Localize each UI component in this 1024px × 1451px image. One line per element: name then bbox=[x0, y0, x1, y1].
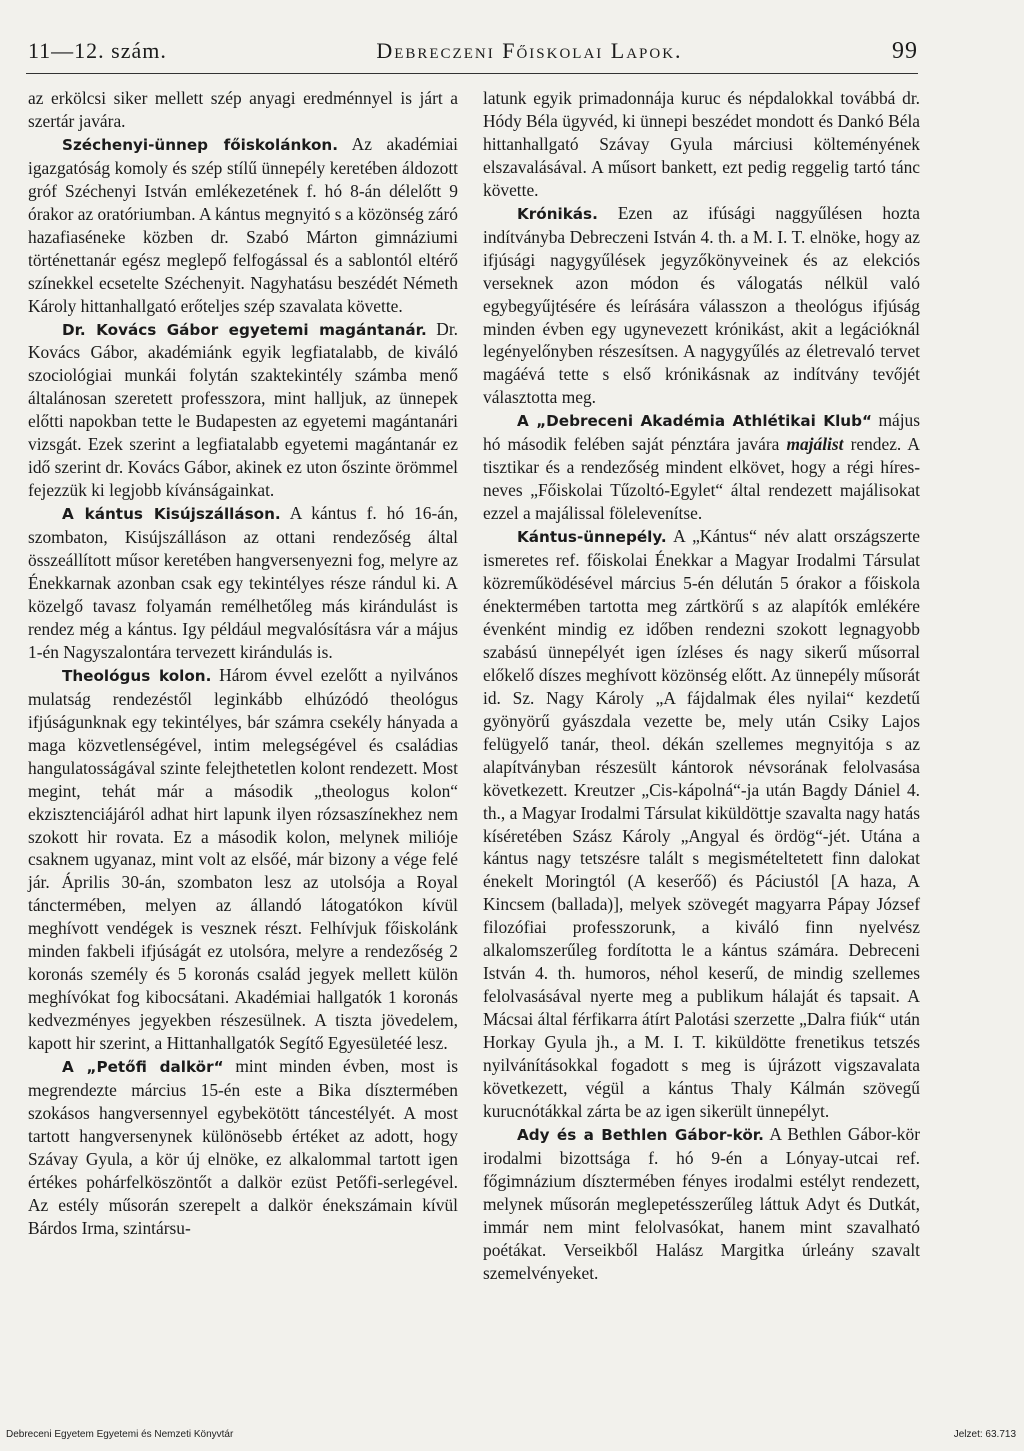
article-szechenyi bbox=[28, 133, 458, 318]
article-continuation bbox=[483, 87, 920, 202]
article-theologus-kolon bbox=[28, 664, 458, 1055]
article-heading: Krónikás. bbox=[517, 204, 598, 223]
article-petofi-dalkor bbox=[28, 1055, 458, 1240]
article-text: mint minden évben, most is megrendezte március 15-én este a Bika dísztermében szokásos hangversennyel egybekötött táncestélyét. A most tartott hangversenynek különösebb értéket az adott, hogy Szávay Gyula, a kör új elnöke, ez alkalommal tartott igen értékes pohárfelköszöntőt a dalkör ezüst Petőfi-serlegével. Az estély műsorán szerepelt a dalkör énekszámain kívül Bárdos Irma, szintársu- bbox=[28, 1056, 458, 1238]
left-column bbox=[28, 87, 458, 1240]
publication-title: Debreczeni Főiskolai Lapok. bbox=[376, 38, 683, 63]
article-text: rendez. A tisztikar és a rendezőség mindent elkövet, hogy a régi híres-neves „Főiskolai Tűzoltó-Egylet“ által rendezett majálisokat ezzel a majálissal fölelevenítse. bbox=[483, 434, 920, 524]
article-text: Az akadémiai igazgatóság komoly és szép stílű ünnepély keretében áldozott gróf Széchenyi István emlékezetének f. hó 8-án délelőtt 9 órakor az oratóriumban. A kántus megnyitó s a közönség záró hazafiaséneke közben dr. Szabó Márton gimnáziumi történettanár egész meglepő felfogással és a sablontól eltérő színekkel ecsetelte Széchenyit. Nagyhatásu beszédét Németh Károly hittanhallgató erőteljes szép szavalata követte. bbox=[28, 133, 458, 316]
page-header bbox=[28, 38, 918, 72]
article-text: Ezen az ifúsági naggyűlésen hozta indítványba Debreczeni István 4. th. a M. I. T. elnöke, hogy az ifjúsági nagygyűlések jegyzőkönyveinek és az elekciós verseknek azon módon és válogatás nélkül való egybegyűjtésére és leírására válasszon a theológus ifjúság minden évben egy ugynevezett krónikást, akit a legációknál legényelőnyben részesítsen. A nagygyűlés az életrevaló tervet magáévá tette s első krónikásnak az indítvány tevőjét választotta meg. bbox=[483, 202, 920, 408]
library-credit: Debreceni Egyetem Egyetemi és Nemzeti Könyvtár bbox=[6, 1429, 234, 1440]
right-column bbox=[483, 87, 920, 1285]
article-text: A Bethlen Gábor-kör irodalmi bizottsága f. hó 9-én a Lónyay-utcai ref. főgimnázium dísztermében fényes irodalmi estélyt rendezett, melynek műsorán meglepetésszerűleg láttuk Adyt és Dutkát, immár nem mint felolvasókat, hanem mint szavalható poétákat. Verseikből Halász Margitka úrleány szavalt szemelvényeket. bbox=[483, 1123, 920, 1283]
article-heading: Ady és a Bethlen Gábor-kör. bbox=[517, 1125, 764, 1144]
shelf-mark: Jelzet: 63.713 bbox=[953, 1429, 1016, 1440]
article-text: Dr. Kovács Gábor, akadémiánk egyik legfiatalabb, de kiváló szociológiai munkái folytán szaktekintély számba menő általánosan szeretett professzora, mint halljuk, az ünnepek előtti napokban tette le Budapesten az egyetemi magántanári vizsgát. Ezek szerint a legfiatalabb egyetemi magántanár ez idő szerint dr. Kovács Gábor, akinek ez uton őszinte örömmel fejezzük ki legjobb kívánságainkat. bbox=[28, 318, 458, 501]
article-kronikas bbox=[483, 202, 920, 410]
article-text: május hó második felében saját pénztára javára bbox=[483, 410, 920, 455]
article-heading: A kántus Kisújszálláson. bbox=[62, 505, 281, 524]
article-text: az erkölcsi siker mellett szép anyagi eredménnyel is járt a szertár javára. bbox=[28, 88, 458, 131]
article-heading: Theológus kolon. bbox=[62, 666, 212, 685]
header-rule bbox=[26, 73, 918, 74]
emphasized-word: majálist bbox=[786, 434, 844, 455]
page-number: 99 bbox=[892, 38, 918, 64]
article-text: A kántus f. hó 16-án, szombaton, Kisújszálláson az ottani rendezőség által összeállított műsor keretében hangversenyezni fog, melyre az Énekkarnak azonban csak egy tekintélyes része rándul ki. A közelgő tavasz folyamán remélhetőleg más kirándulást is rendez még a kántus. Igy például megvalósításra vár a május 1-én Nagyszalontára tervezett kirándulás is. bbox=[28, 503, 458, 662]
article-athletikai-klub bbox=[483, 409, 920, 525]
article-heading: Dr. Kovács Gábor egyetemi magántanár. bbox=[62, 320, 427, 339]
article-continuation bbox=[28, 87, 458, 133]
article-kovacs bbox=[28, 318, 458, 503]
article-heading: Széchenyi-ünnep főiskolánkon. bbox=[62, 135, 338, 154]
article-text: Három évvel ezelőtt a nyilvános mulatság rendezéstől leginkább elhúzódó theológus ifjúságunknak egy tekintélyes, bár számra csekély hányada a maga közvetlenségével, intim melegségével és családias hangulatosságával szinte felejthetetlen kolont rendezett. Most megint, tehát már a második „theologus kolon“ ekzisztenciájáról adhat hirt lapunk ilyen rózsaszínekhez nem szokott hir rovata. Ez a második kolon, melynek milióje csaknem ugyanaz, mint volt az elsőé, már bizony a vége felé jár. Április 30-án, szombaton lesz az utolsója a Royal tánctermében, melyen az állandó látogatókon kívül meghívott vendégek is vesznek részt. Felhívjuk főiskolánk minden fakbeli ifjúságát ez utolsóra, melyre a rendezőség 2 koronás személy és 5 koronás család jegyek mellett külön meghívókat fog kibocsátani. Akadémiai hallgatók 1 koronás kedvezményes jegyekben részesülnek. A tiszta jövedelem, kapott hir szerint, a Hittanhallgatók Segítő Egyesületéé lesz. bbox=[28, 664, 458, 1054]
issue-number: 11—12. szám. bbox=[28, 38, 167, 63]
article-ady-bethlen bbox=[483, 1123, 920, 1285]
article-heading: A „Petőfi dalkör“ bbox=[62, 1058, 224, 1077]
article-kantus-kisujszallas bbox=[28, 502, 458, 664]
article-heading: A „Debreceni Akadémia Athlétikai Klub“ bbox=[517, 412, 872, 431]
article-heading: Kántus-ünnepély. bbox=[517, 528, 667, 547]
article-text: A „Kántus“ név alatt országszerte ismeretes ref. főiskolai Énekkar a Magyar Irodalmi Társulat közreműködésével március 5-én délután 5 órakor a főiskola énektermében tartotta meg zártkörű s az alapítók emlékére évenként mindig ez időben rendezni szokott legnagyobb szabású ünnepélyét igen ízléses és nagy sikerű műsorral előkelő díszes meghívott közönség előtt. Az ünnepély műsorát id. Sz. Nagy Károly „A fájdalmak éles nyilai“ kezdetű gyönyörű gyászdala vezette be, mely után Csiky Lajos felügyelő tanár, theol. dékán szellemes megnyitója s az alapítványban részesült kántorok névsorának felolvasása következett. Kreutzer „Cis-kápolná“-ja után Bagdy Dániel 4. th., a Magyar Irodalmi Társulat kiküldöttje szavalta nagy hatás kíséretében Szász Károly „Angyal és ördög“-jét. Utána a kántus nagy tetszésre talált s megismételtetett finn dalokat énekelt Moringtól (A keserőő) és Páciustól [A haza, A Kincsem (ballada)], melyek szövegét magyarra Pápay József filozófiai professzorunk, a kiváló finn nyelvész alkalomszerűleg fordította le a kántus számára. Debreceni István 4. th. humoros, néhol keserű, de mindig szellemes felolvasásával nyerte meg a publikum hálaját és tapsait. A Mácsai által férfikarra átírt Palotási szerzette „Dalra fiúk“ után Horkay Gyula jh., a M. I. T. kiküldötte frenetikus tetszés nyilvánításokkal fogadott s meg is újrázott vigszavalata következett, végül a kántus Thaly Kálmán szövegű kurucnótákkal zárta be az igen sikerült ünnepélyt. bbox=[483, 526, 920, 1121]
article-kantus-unnepely bbox=[483, 525, 920, 1123]
article-text: latunk egyik primadonnája kuruc és népdalokkal továbbá dr. Hódy Béla ügyvéd, ki ünnepi beszédet mondott és Dankó Béla hittanhallgató Szávay Gyula márciusi költeményének elszavalásával. A műsort bankett, ezt pedig reggelig tartó tánc követte. bbox=[483, 88, 920, 200]
